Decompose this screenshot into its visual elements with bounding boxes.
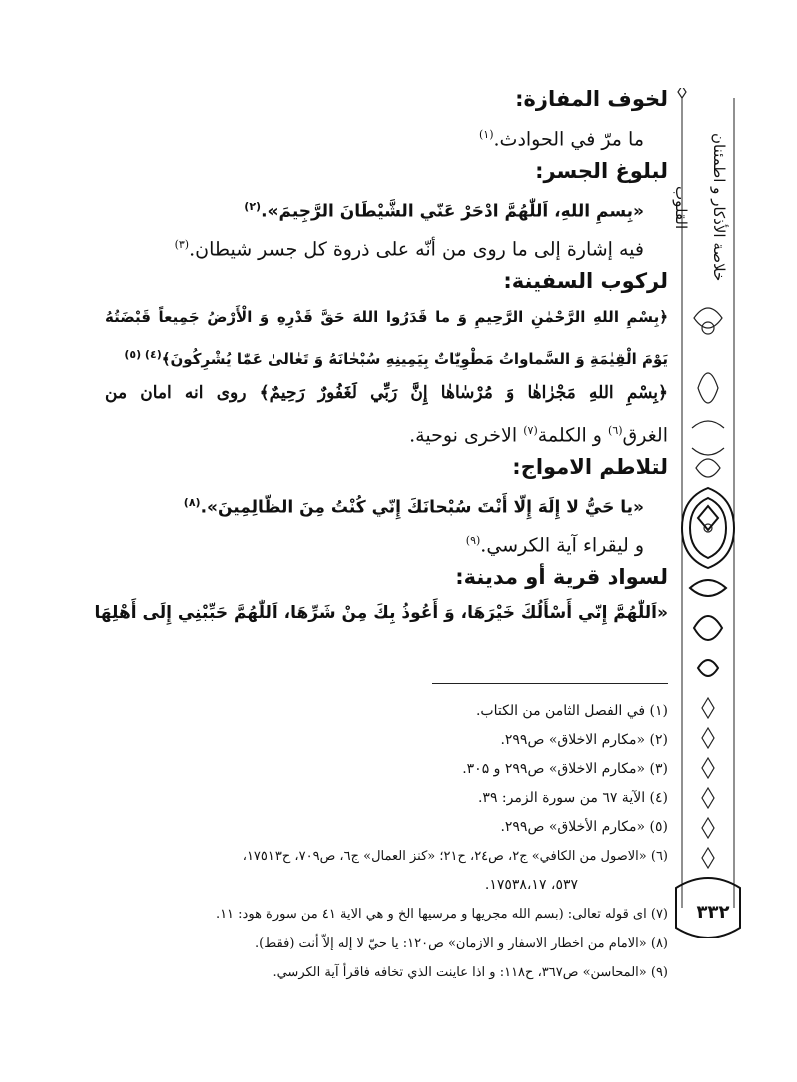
footnote: (۲) «مكارم الاخلاق» ص۲۹۹. [500, 732, 668, 748]
text-line: و ليقراء آية الكرسي.$^{(۹)}$ [465, 534, 644, 557]
section-heading: لركوب السفينة: [503, 269, 668, 293]
text-line: ﴿بِسْمِ اللهِ مَجْرٰاهٰا وَ مُرْسٰاهٰا إِنَّ رَبِّي لَغَفُورٌ رَحِيمٌ﴾ روى انه امان من [105, 383, 668, 403]
section-heading: لبلوغ الجسر: [535, 159, 668, 183]
footnote-ref: (۷) [523, 424, 538, 437]
footnote: (٥) «مكارم الأخلاق» ص۲۹۹. [500, 819, 668, 835]
text-line: يَوْمَ الْقِيٰمَةِ وَ السَّماواتُ مَطْوِيّٰاتٌ بِيَمِينِهِ سُبْحٰانَهُ وَ تَعٰالىٰ عَمّٰا يُشْرِكُونَ﴾$^{(٤) (٥)}$ [124, 348, 668, 368]
text-line: فيه إشارة إلى ما روى من أنّه على ذروة كل جسر شيطان.$^{(۳)}$ [174, 238, 644, 261]
footnote: (۹) «المحاسن» ص۳٦۷، ح۱۱۸: و اذا عاينت الذي تخافه فاقرأ آية الكرسي. [272, 965, 668, 980]
text-line: «بِسمِ اللهِ، اَللّٰهُمَّ ادْحَرْ عَنّي الشَّيْطَانَ الرَّجِيمَ».$^{(۲)}$ [244, 200, 644, 222]
footnote: (۸) «الامام من اخطار الاسفار و الازمان» ص۱۲۰: يا حيّ لا إله إلاّ أنت (فقط). [255, 936, 668, 951]
section-heading: لتلاطم الامواج: [512, 455, 668, 479]
footnote-ref: (۲) [244, 200, 262, 213]
text-line: ﴿بِسْمِ اللهِ الرَّحْمٰنِ الرَّحِيمِ وَ ما قَدَرُوا اللهَ حَقَّ قَدْرِهِ وَ الْأَرْضُ جَمِيعاً قَبْضَتُهُ [105, 308, 668, 326]
footnote: (۱) في الفصل الثامن من الكتاب. [475, 703, 668, 719]
text-line: الغرق$^{(٦)}$ و الكلمة$^{(۷)}$ الاخرى نوحية. [409, 424, 668, 447]
footnote: (۳) «مكارم الاخلاق» ص۲۹۹ و ۳۰۵. [462, 761, 668, 777]
main-text [94, 82, 668, 632]
footnote-ref: (٤) (٥) [124, 348, 162, 361]
section-heading: لخوف المفازة: [515, 87, 668, 111]
text-line: ما مرّ في الحوادث.$^{(۱)}$ [479, 128, 644, 151]
text-line: «اَللّٰهُمَّ إِنّي أَسْأَلُكَ خَيْرَهَا، وَ أَعُوذُ بِكَ مِنْ شَرِّهَا، اَللّٰهُمَّ حَبِّبْنِي إِلَى أَهْلِهَا [94, 603, 668, 623]
footnote-separator [432, 683, 668, 684]
section-heading: لسواد قرية أو مدينة: [455, 565, 668, 589]
footnote: (۷) اى قوله تعالى: (بسم الله مجريها و مرسيها الخ و هي الاية ٤١ من سورة هود: ۱۱. [215, 907, 668, 922]
footnotes [105, 697, 668, 987]
text-line: «يا حَيُّ لا إِلَهَ إِلّا أَنْتَ سُبْحانَكَ إِنّي كُنْتُ مِنَ الظّالِمِينَ».$^{(۸)}$ [183, 496, 644, 518]
page-number: ۳۳۲ [696, 902, 730, 923]
footnote-ref: (٦) [608, 424, 623, 437]
footnote-ref: (۱) [479, 128, 494, 141]
running-title: خلاصة الأذكار و اطمئنان القلوب [672, 133, 728, 282]
footnote-ref: (۸) [183, 496, 201, 509]
footnote: (٦) «الاصول من الكافي» ج۲، ص٢٤، ح۲۱؛ «كنز العمال» ج٦، ص۷۰۹، ح۱۷٥۱۳، [242, 849, 668, 864]
footnote-continuation: ٥۳۷، ۱۷٥۳۸،۱۷. [484, 877, 578, 893]
footnote-ref: (۹) [465, 534, 481, 547]
footnote-ref: (۳) [174, 238, 190, 251]
footnote: (٤) الآية ٦٧ من سورة الزمر: ۳۹. [477, 790, 668, 806]
